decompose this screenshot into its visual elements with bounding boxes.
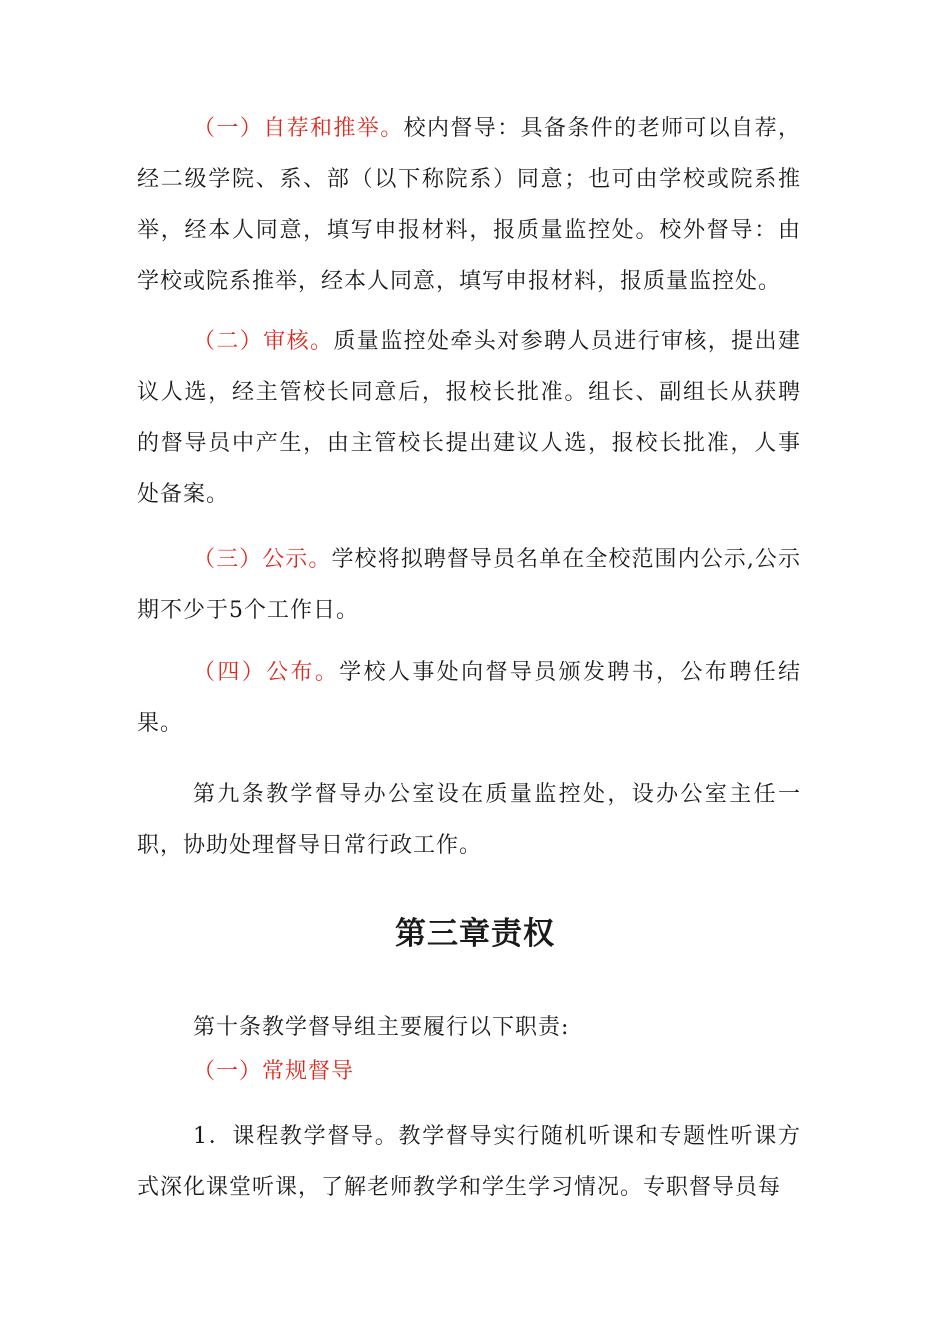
chapter-title: 第三章责权	[395, 916, 555, 952]
section-heading-text: （一）常规督导	[193, 1059, 355, 1084]
paragraph-self-recommendation	[137, 103, 801, 307]
paragraph-announcement	[137, 647, 801, 749]
paragraph-text: 学校人事处向督导员颁发聘书，公布聘任结果。	[137, 660, 801, 736]
paragraph-text: 校内督导：具备条件的老师可以自荐，经二级学院、系、部（以下称院系）同意；也可由学校或院系推举，经本人同意，填写申报材料，报质量监控处。校外督导：由学校或院系推举，经本人同意，填写申报材料，报质量监控处。	[137, 116, 801, 294]
paragraph-heading: （三）公示。	[193, 547, 332, 572]
paragraph-heading: （一）自荐和推举。	[193, 116, 404, 141]
article-9	[137, 769, 801, 871]
paragraph-text: 第九条教学督导办公室设在质量监控处，设办公室主任一职，协助处理督导日常行政工作。	[137, 782, 801, 858]
paragraph-text: 学校将拟聘督导员名单在全校范围内公示,公示期不少于5个工作日。	[137, 547, 801, 623]
paragraph-text: 质量监控处牵头对参聘人员进行审核，提出建议人选，经主管校长同意后，报校长批准。组长、副组长从获聘的督导员中产生，由主管校长提出建议人选，报校长批准，人事处备案。	[137, 329, 801, 507]
paragraph-publicity	[137, 534, 801, 636]
paragraph-text: 1．课程教学督导。教学督导实行随机听课和专题性听课方式深化课堂听课，了解老师教学和学生学习情况。专职督导员每	[137, 1124, 801, 1200]
paragraph-heading: （二）审核。	[193, 329, 334, 354]
item-1	[137, 1111, 801, 1213]
section-heading	[137, 1046, 801, 1097]
paragraph-text: 第十条教学督导组主要履行以下职责:	[193, 1015, 570, 1040]
paragraph-review	[137, 316, 801, 520]
paragraph-heading: （四）公布。	[193, 660, 340, 685]
